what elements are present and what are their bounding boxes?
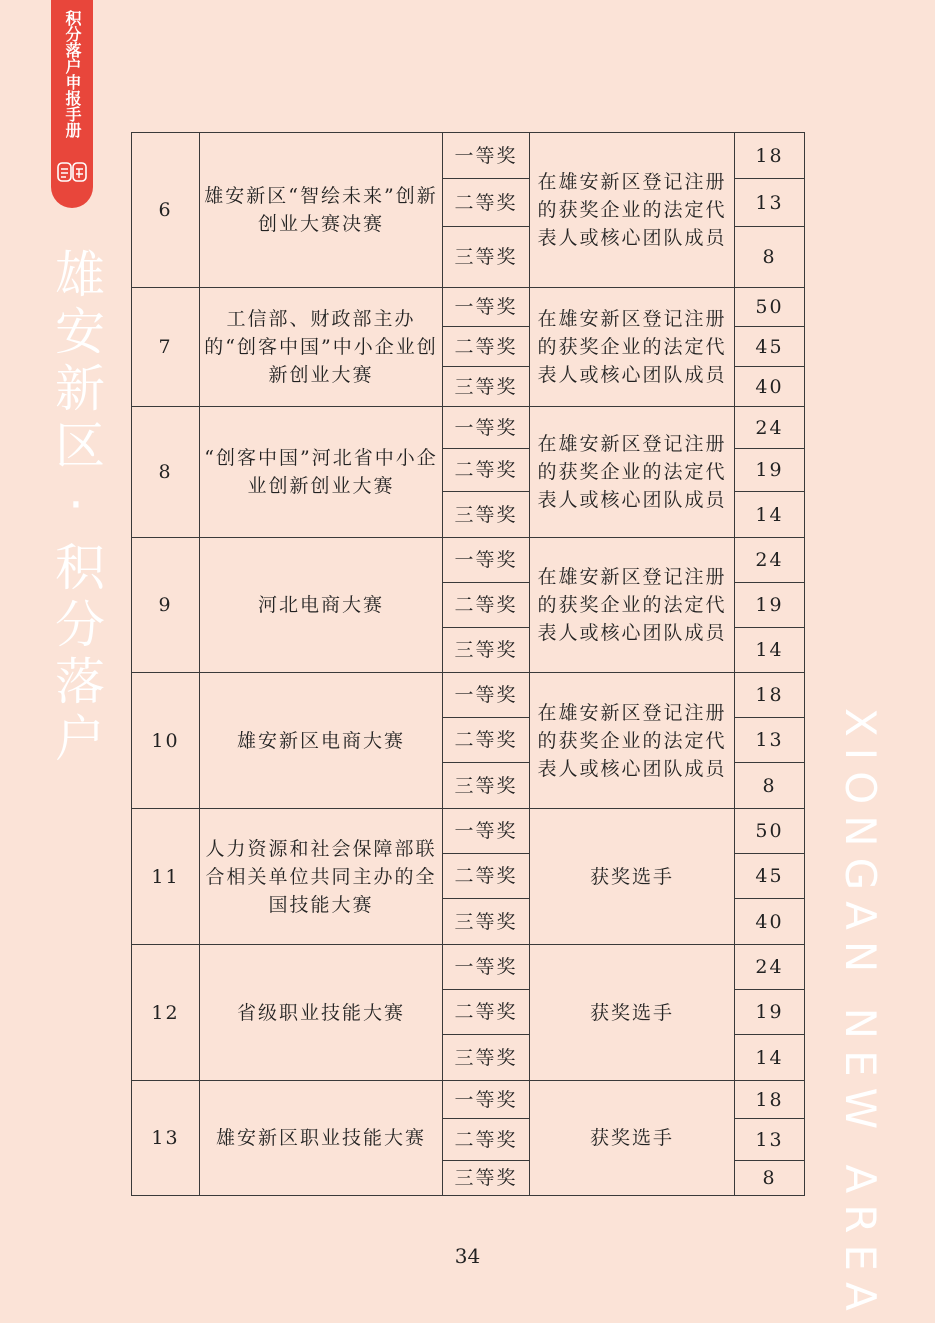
competition-name: 雄安新区“智绘未来”创新创业大赛决赛 (200, 133, 443, 288)
award-level: 二等奖 (443, 583, 530, 628)
competition-name: “创客中国”河北省中小企业创新创业大赛 (200, 407, 443, 538)
competition-name: 工信部、财政部主办的“创客中国”中小企业创新创业大赛 (200, 288, 443, 407)
points-value: 8 (735, 763, 805, 809)
row-number: 12 (132, 945, 200, 1081)
points-value: 24 (735, 538, 805, 583)
points-value: 14 (735, 628, 805, 673)
award-level: 三等奖 (443, 492, 530, 538)
award-level: 二等奖 (443, 1119, 530, 1161)
award-level: 三等奖 (443, 227, 530, 288)
award-level: 一等奖 (443, 288, 530, 327)
row-number: 13 (132, 1081, 200, 1196)
vertical-title: 雄安新区·积分落户 (47, 248, 105, 769)
eligibility-requirement: 在雄安新区登记注册的获奖企业的法定代表人或核心团队成员 (530, 288, 735, 407)
table-row (132, 133, 805, 179)
table-row (132, 288, 805, 327)
award-level: 二等奖 (443, 449, 530, 492)
vertical-english-title: XIONGAN NEW AREA (836, 708, 885, 1322)
points-value: 50 (735, 809, 805, 854)
guide-logo-icon (57, 160, 87, 184)
award-level: 一等奖 (443, 538, 530, 583)
table-row (132, 945, 805, 990)
points-value: 13 (735, 179, 805, 227)
competition-name: 人力资源和社会保障部联合相关单位共同主办的全国技能大赛 (200, 809, 443, 945)
competition-name: 河北电商大赛 (200, 538, 443, 673)
award-level: 一等奖 (443, 133, 530, 179)
row-number: 11 (132, 809, 200, 945)
points-value: 18 (735, 133, 805, 179)
points-value: 24 (735, 407, 805, 449)
eligibility-requirement: 在雄安新区登记注册的获奖企业的法定代表人或核心团队成员 (530, 133, 735, 288)
points-value: 14 (735, 1035, 805, 1081)
tab-title: 积分落户申报手册 (63, 10, 82, 138)
table-row (132, 1081, 805, 1119)
points-value: 14 (735, 492, 805, 538)
awards-table (131, 132, 805, 1196)
points-value: 19 (735, 583, 805, 628)
points-value: 19 (735, 449, 805, 492)
eligibility-requirement: 获奖选手 (530, 945, 735, 1081)
row-number: 9 (132, 538, 200, 673)
eligibility-requirement: 在雄安新区登记注册的获奖企业的法定代表人或核心团队成员 (530, 673, 735, 809)
eligibility-requirement: 在雄安新区登记注册的获奖企业的法定代表人或核心团队成员 (530, 538, 735, 673)
award-level: 一等奖 (443, 673, 530, 718)
award-level: 一等奖 (443, 1081, 530, 1119)
award-level: 二等奖 (443, 179, 530, 227)
eligibility-requirement: 在雄安新区登记注册的获奖企业的法定代表人或核心团队成员 (530, 407, 735, 538)
competition-name: 雄安新区职业技能大赛 (200, 1081, 443, 1196)
row-number: 6 (132, 133, 200, 288)
points-value: 18 (735, 1081, 805, 1119)
award-level: 二等奖 (443, 718, 530, 763)
award-level: 二等奖 (443, 990, 530, 1035)
competition-name: 省级职业技能大赛 (200, 945, 443, 1081)
row-number: 10 (132, 673, 200, 809)
table-row (132, 538, 805, 583)
award-level: 三等奖 (443, 763, 530, 809)
competition-name: 雄安新区电商大赛 (200, 673, 443, 809)
row-number: 7 (132, 288, 200, 407)
award-level: 三等奖 (443, 899, 530, 945)
section-tab (51, 0, 93, 208)
points-value: 45 (735, 327, 805, 367)
table-row (132, 673, 805, 718)
points-value: 8 (735, 1161, 805, 1196)
points-value: 8 (735, 227, 805, 288)
points-value: 19 (735, 990, 805, 1035)
points-value: 40 (735, 367, 805, 407)
points-value: 45 (735, 854, 805, 899)
award-level: 三等奖 (443, 1035, 530, 1081)
award-level: 三等奖 (443, 628, 530, 673)
points-value: 40 (735, 899, 805, 945)
eligibility-requirement: 获奖选手 (530, 1081, 735, 1196)
table-row (132, 407, 805, 449)
points-value: 50 (735, 288, 805, 327)
award-level: 二等奖 (443, 854, 530, 899)
points-value: 18 (735, 673, 805, 718)
award-level: 一等奖 (443, 945, 530, 990)
award-level: 三等奖 (443, 1161, 530, 1196)
page-number: 34 (454, 1244, 481, 1268)
points-value: 13 (735, 718, 805, 763)
row-number: 8 (132, 407, 200, 538)
table-row (132, 809, 805, 854)
points-value: 13 (735, 1119, 805, 1161)
points-value: 24 (735, 945, 805, 990)
eligibility-requirement: 获奖选手 (530, 809, 735, 945)
award-level: 二等奖 (443, 327, 530, 367)
award-level: 一等奖 (443, 407, 530, 449)
award-level: 一等奖 (443, 809, 530, 854)
award-level: 三等奖 (443, 367, 530, 407)
